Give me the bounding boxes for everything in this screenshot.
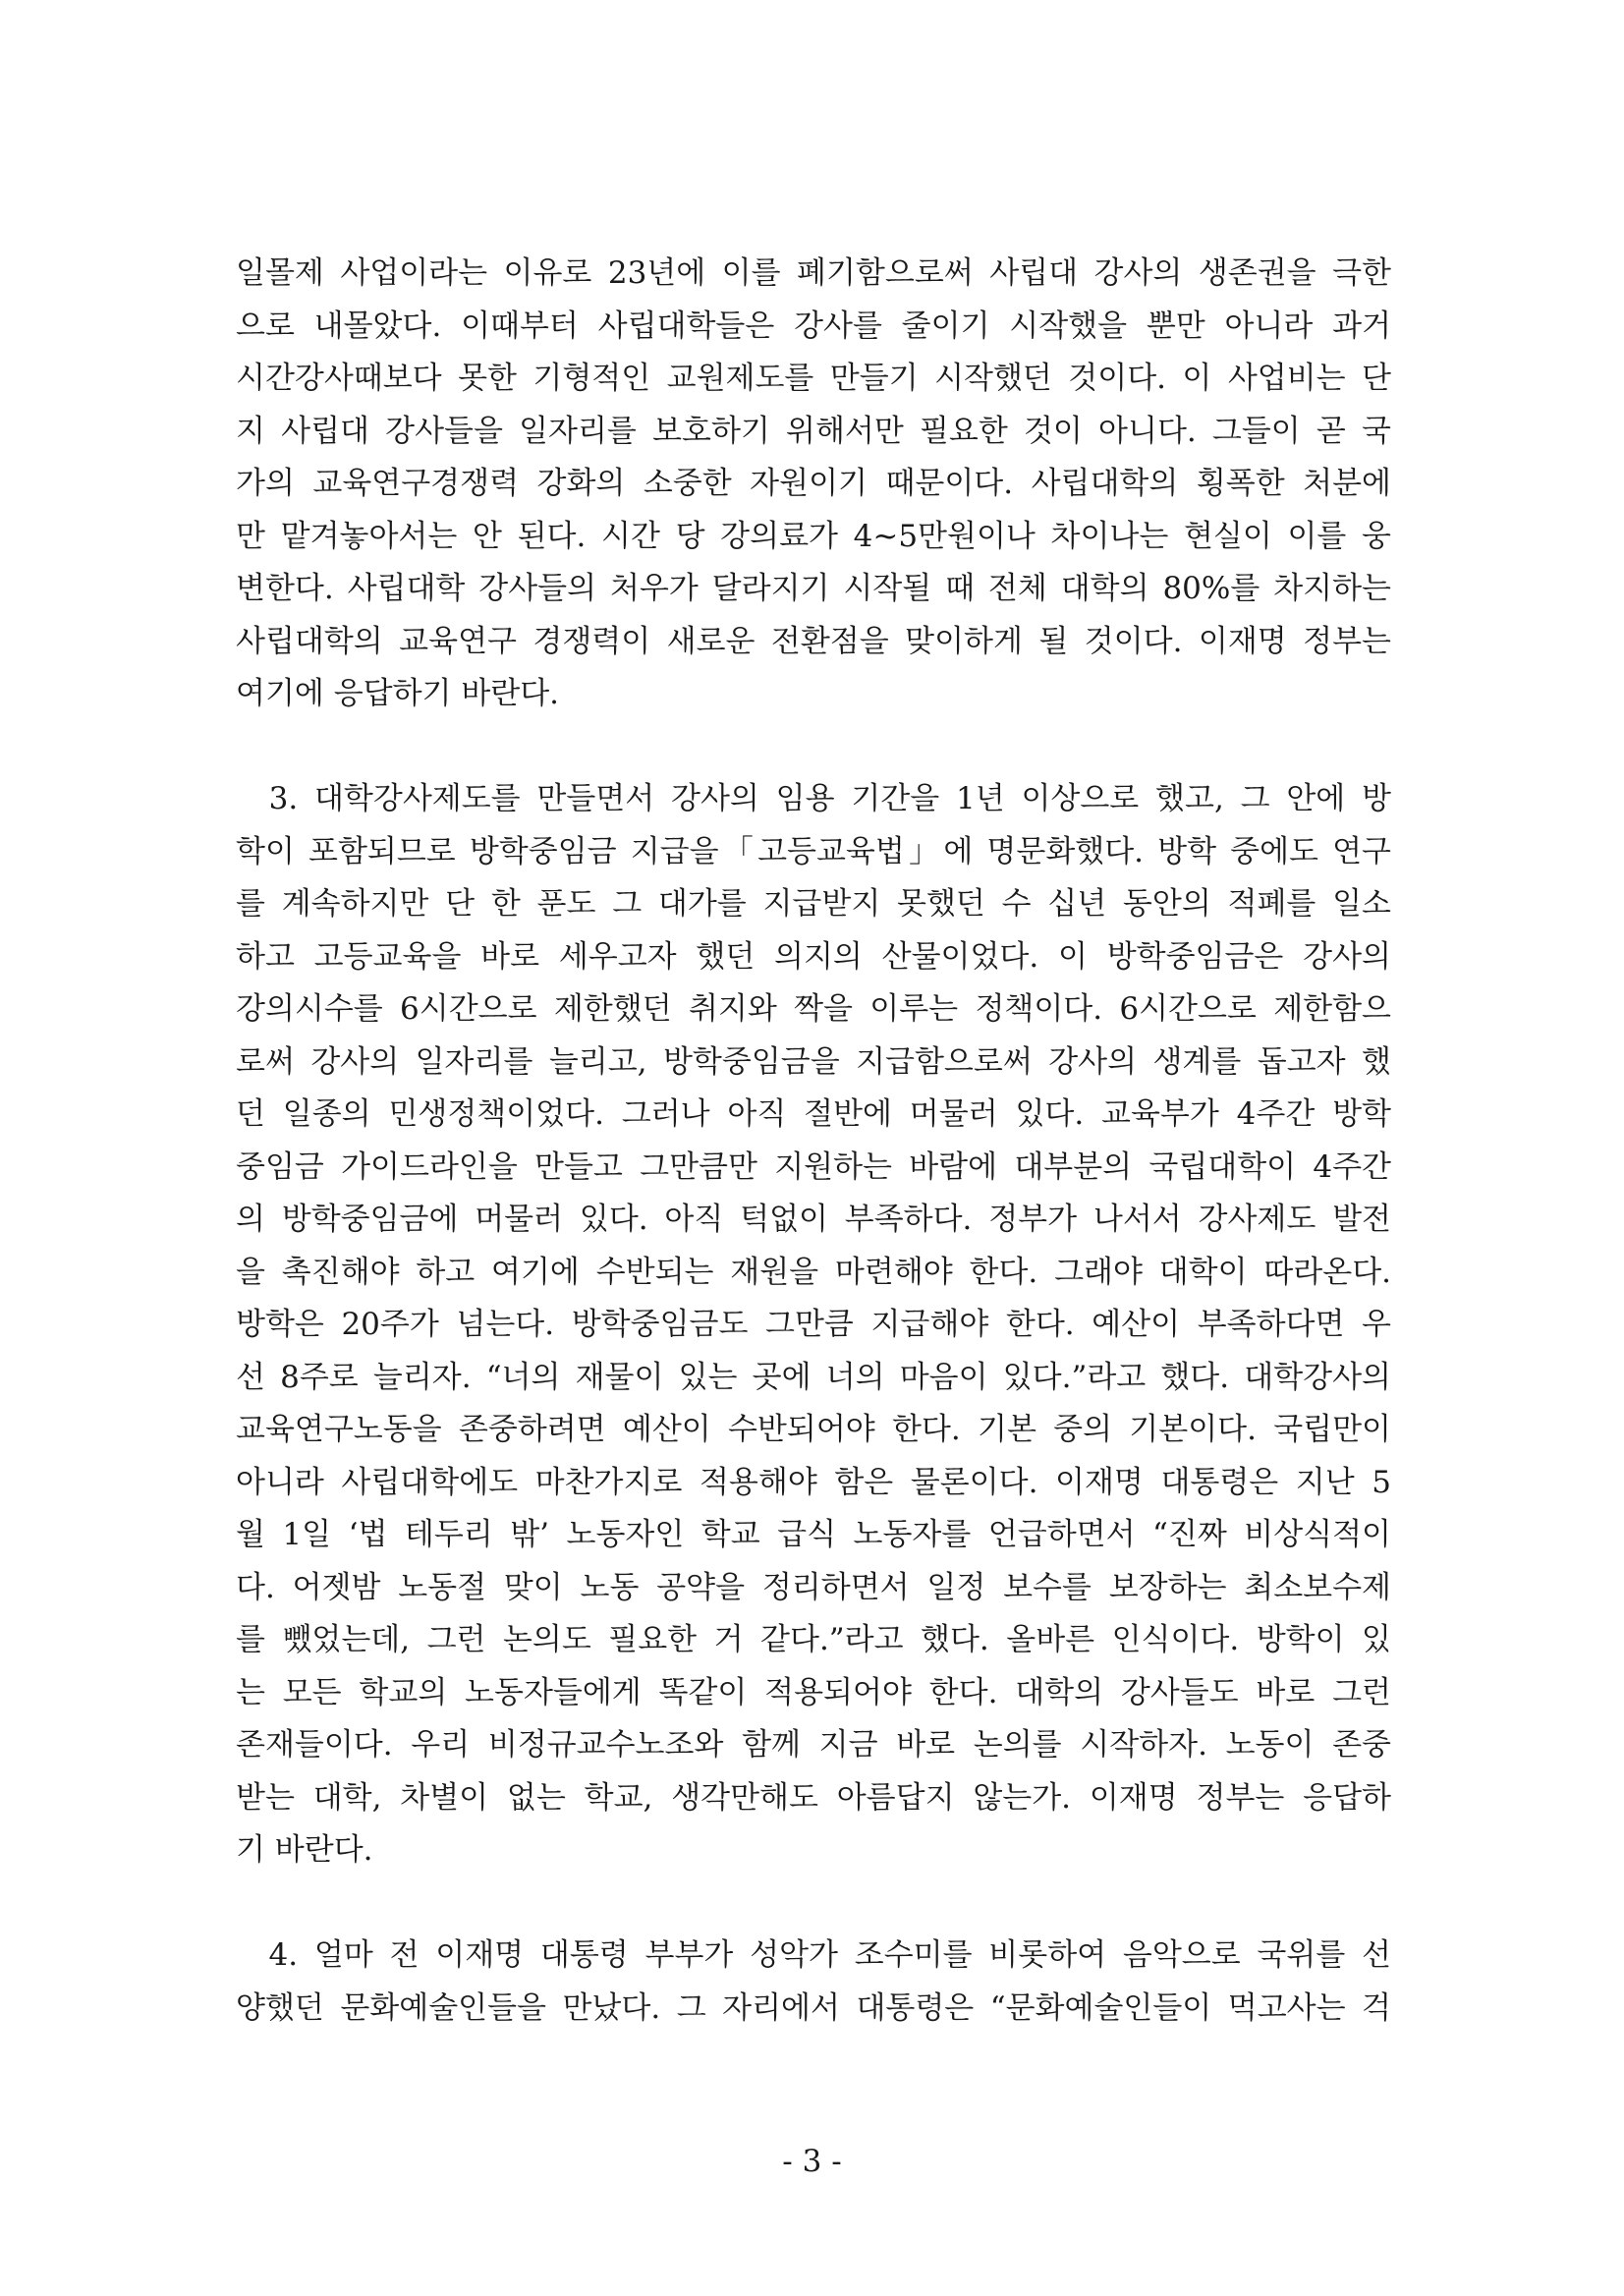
text-line: 중임금 가이드라인을 만들고 그만큼만 지원하는 바람에 대부분의 국립대학이 4주간: [236, 1148, 1391, 1185]
text-line: 가의 교육연구경쟁력 강화의 소중한 자원이기 때문이다. 사립대학의 횡폭한 처분에: [236, 466, 1391, 501]
text-line: 사립대학의 교육연구 경쟁력이 새로운 전환점을 맞이하게 될 것이다. 이재명 정부는: [236, 623, 1391, 659]
text-line: 아니라 사립대학에도 마찬가지로 적용해야 함은 물론이다. 이재명 대통령은 지난 5: [236, 1464, 1391, 1500]
text-line: 지 사립대 강사들을 일자리를 보호하기 위해서만 필요한 것이 아니다. 그들이 곧 국: [236, 413, 1391, 449]
text-line: 만 맡겨놓아서는 안 된다. 시간 당 강의료가 4~5만원이나 차이나는 현실이 이를 웅: [236, 518, 1391, 554]
text-line: 를 뺐었는데, 그런 논의도 필요한 거 같다.”라고 했다. 올바른 인식이다. 방학이 있: [236, 1622, 1391, 1657]
text-line: 월 1일 ‘법 테두리 밖’ 노동자인 학교 급식 노동자를 언급하면서 “진짜 비상식적이: [236, 1517, 1391, 1552]
paragraph-2: [236, 773, 1391, 1877]
text-line: 다. 어젯밤 노동절 맞이 노동 공약을 정리하면서 일정 보수를 보장하는 최소보수제: [236, 1569, 1391, 1605]
text-line: 일몰제 사업이라는 이유로 23년에 이를 폐기함으로써 사립대 강사의 생존권을 극한: [236, 255, 1391, 291]
text-line: 양했던 문화예술인들을 만났다. 그 자리에서 대통령은 “문화예술인들이 먹고사는 걱: [236, 1989, 1391, 2026]
paragraph-3: [236, 1930, 1391, 2035]
text-line: 방학은 20주가 넘는다. 방학중임금도 그만큼 지급해야 한다. 예산이 부족하다면 우: [236, 1307, 1391, 1342]
text-line: 존재들이다. 우리 비정규교수노조와 함께 지금 바로 논의를 시작하자. 노동이 존중: [236, 1727, 1391, 1763]
text-line: 을 촉진해야 하고 여기에 수반되는 재원을 마련해야 한다. 그래야 대학이 따라온다.: [236, 1254, 1391, 1290]
text-line: 는 모든 학교의 노동자들에게 똑같이 적용되어야 한다. 대학의 강사들도 바로 그런: [236, 1674, 1391, 1710]
text-line: 던 일종의 민생정책이었다. 그러나 아직 절반에 머물러 있다. 교육부가 4주간 방학: [236, 1096, 1391, 1132]
body-text: [236, 248, 1391, 2035]
page-number: - 3 -: [782, 2144, 842, 2179]
text-line: 로써 강사의 일자리를 늘리고, 방학중임금을 지급함으로써 강사의 생계를 돕고자 했: [236, 1043, 1391, 1080]
text-line: 받는 대학, 차별이 없는 학교, 생각만해도 아름답지 않는가. 이재명 정부는 응답하: [236, 1779, 1391, 1816]
text-line: 3. 대학강사제도를 만들면서 강사의 임용 기간을 1년 이상으로 했고, 그 안에 방: [236, 781, 1391, 816]
text-line: 시간강사때보다 못한 기형적인 교원제도를 만들기 시작했던 것이다. 이 사업비는 단: [236, 361, 1391, 396]
text-line: 선 8주로 늘리자. “너의 재물이 있는 곳에 너의 마음이 있다.”라고 했다. 대학강사의: [236, 1359, 1391, 1395]
text-line: 여기에 응답하기 바란다.: [236, 676, 560, 711]
text-line: 으로 내몰았다. 이때부터 사립대학들은 강사를 줄이기 시작했을 뿐만 아니라 과거: [236, 308, 1391, 344]
text-line: 의 방학중임금에 머물러 있다. 아직 턱없이 부족하다. 정부가 나서서 강사제도 발전: [236, 1202, 1391, 1237]
text-line: 4. 얼마 전 이재명 대통령 부부가 성악가 조수미를 비롯하여 음악으로 국위를 선: [236, 1937, 1391, 1973]
text-line: 학이 포함되므로 방학중임금 지급을「고등교육법」에 명문화했다. 방학 중에도 연구: [236, 833, 1391, 869]
paragraph-1: [236, 248, 1391, 721]
text-line: 강의시수를 6시간으로 제한했던 취지와 짝을 이루는 정책이다. 6시간으로 제한함으: [236, 991, 1391, 1027]
text-line: 를 계속하지만 단 한 푼도 그 대가를 지급받지 못했던 수 십년 동안의 적폐를 일소: [236, 886, 1391, 922]
text-line: 변한다. 사립대학 강사들의 처우가 달라지기 시작될 때 전체 대학의 80%를 차지하는: [236, 571, 1391, 606]
text-line: 기 바란다.: [236, 1832, 373, 1868]
text-line: 하고 고등교육을 바로 세우고자 했던 의지의 산물이었다. 이 방학중임금은 강사의: [236, 938, 1391, 975]
text-line: 교육연구노동을 존중하려면 예산이 수반되어야 한다. 기본 중의 기본이다. 국립만이: [236, 1412, 1391, 1447]
